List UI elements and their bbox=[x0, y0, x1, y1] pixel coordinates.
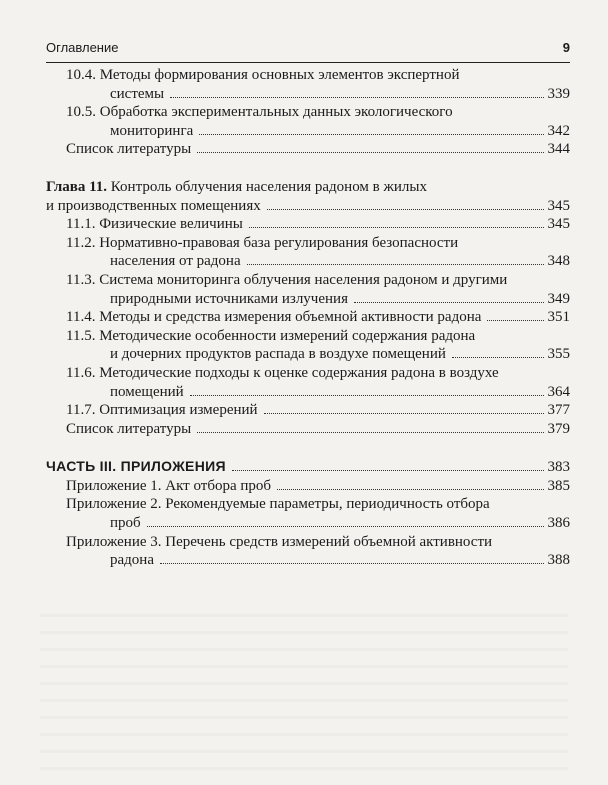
toc-entry-text-cont: и дочерних продуктов распада в воздухе помещений bbox=[110, 346, 446, 363]
toc-entry-text: Приложение 1. Акт отбора проб bbox=[66, 477, 272, 494]
show-through-texture bbox=[40, 600, 568, 780]
toc-entry-text: Приложение 3. Перечень средств измерений объемной активности bbox=[66, 533, 493, 550]
toc-entry-text: 11.2. Нормативно-правовая база регулирования безопасности bbox=[66, 234, 459, 251]
dot-leader bbox=[147, 525, 544, 527]
dot-leader bbox=[232, 469, 544, 471]
dot-leader bbox=[264, 412, 544, 414]
toc-page-number: 364 bbox=[547, 383, 570, 400]
toc-entry-references-11[interactable] bbox=[66, 420, 570, 439]
toc-entry-10-4[interactable] bbox=[66, 66, 570, 103]
table-of-contents bbox=[46, 66, 570, 570]
toc-page-number: 345 bbox=[547, 197, 570, 214]
dot-leader bbox=[247, 263, 544, 265]
toc-entry-text-cont: населения от радона bbox=[110, 253, 241, 270]
toc-entry-text-cont: радона bbox=[110, 552, 154, 569]
toc-entry-text-cont: природными источниками излучения bbox=[110, 290, 348, 307]
dot-leader bbox=[277, 488, 543, 490]
dot-leader bbox=[170, 96, 543, 98]
part-title: ЧАСТЬ III. ПРИЛОЖЕНИЯ bbox=[46, 458, 226, 475]
dot-leader bbox=[197, 151, 543, 153]
page-number: 9 bbox=[562, 40, 570, 55]
toc-entry-text-cont: и производственных помещениях bbox=[46, 197, 261, 214]
toc-entry-text: 11.4. Методы и средства измерения объемной активности радона bbox=[66, 309, 482, 326]
toc-appendix-2[interactable] bbox=[66, 495, 570, 532]
toc-page-number: 377 bbox=[547, 402, 570, 419]
dot-leader bbox=[160, 562, 544, 564]
toc-entry-11-3[interactable] bbox=[66, 271, 570, 308]
dot-leader bbox=[197, 431, 543, 433]
toc-entry-10-5[interactable] bbox=[66, 103, 570, 140]
toc-page-number: 385 bbox=[547, 477, 570, 494]
dot-leader bbox=[487, 319, 543, 321]
toc-page-number: 345 bbox=[547, 216, 570, 233]
toc-entry-11-2[interactable] bbox=[66, 234, 570, 271]
toc-entry-text: 11.7. Оптимизация измерений bbox=[66, 402, 258, 419]
toc-entry-text: Список литературы bbox=[66, 420, 192, 437]
dot-leader bbox=[354, 301, 544, 303]
toc-page-number: 379 bbox=[547, 420, 570, 437]
toc-page-number: 342 bbox=[547, 122, 570, 139]
toc-page-number: 386 bbox=[547, 515, 570, 532]
toc-appendix-3[interactable] bbox=[66, 533, 570, 570]
toc-entry-text: 11.3. Система мониторинга облучения населения радоном и другими bbox=[66, 271, 508, 288]
toc-page-number: 349 bbox=[547, 290, 570, 307]
toc-entry-text-cont: помещений bbox=[110, 383, 184, 400]
toc-entry-11-4[interactable] bbox=[66, 308, 570, 327]
toc-entry-text: Приложение 2. Рекомендуемые параметры, периодичность отбора bbox=[66, 496, 490, 513]
toc-page-number: 348 bbox=[547, 253, 570, 270]
toc-chapter-11[interactable] bbox=[46, 178, 570, 215]
dot-leader bbox=[190, 394, 544, 396]
dot-leader bbox=[267, 208, 544, 210]
toc-page-number: 383 bbox=[547, 459, 570, 476]
toc-page-number: 339 bbox=[547, 85, 570, 102]
toc-entry-text: 10.5. Обработка экспериментальных данных экологического bbox=[66, 104, 453, 121]
toc-entry-references-10[interactable] bbox=[66, 140, 570, 159]
toc-appendix-1[interactable] bbox=[66, 477, 570, 496]
toc-page-number: 355 bbox=[547, 346, 570, 363]
toc-entry-text: Список литературы bbox=[66, 141, 192, 158]
running-header bbox=[46, 40, 570, 55]
toc-page-number: 351 bbox=[547, 309, 570, 326]
toc-entry-11-6[interactable] bbox=[66, 364, 570, 401]
toc-entry-text: 10.4. Методы формирования основных элементов экспертной bbox=[66, 67, 460, 83]
toc-entry-text: 11.6. Методические подходы к оценке содержания радона в воздухе bbox=[66, 364, 499, 381]
toc-entry-text-cont: мониторинга bbox=[110, 122, 194, 139]
dot-leader bbox=[249, 226, 544, 228]
toc-entry-text-cont: системы bbox=[110, 85, 165, 102]
dot-leader bbox=[452, 356, 544, 358]
toc-entry-text-cont: проб bbox=[110, 515, 141, 532]
dot-leader bbox=[199, 133, 543, 135]
toc-entry-text: 11.1. Физические величины bbox=[66, 216, 243, 233]
toc-entry-11-5[interactable] bbox=[66, 327, 570, 364]
toc-page-number: 388 bbox=[547, 552, 570, 569]
header-rule bbox=[46, 62, 570, 63]
toc-entry-text: 11.5. Методические особенности измерений содержания радона bbox=[66, 327, 476, 344]
header-title: Оглавление bbox=[46, 40, 119, 55]
toc-entry-11-1[interactable] bbox=[66, 215, 570, 234]
toc-entry-text: Контроль облучения населения радоном в жилых bbox=[110, 178, 427, 195]
toc-entry-11-7[interactable] bbox=[66, 401, 570, 420]
chapter-label: Глава 11. bbox=[46, 178, 108, 195]
toc-page-number: 344 bbox=[547, 141, 570, 158]
toc-part-3[interactable] bbox=[46, 457, 570, 477]
